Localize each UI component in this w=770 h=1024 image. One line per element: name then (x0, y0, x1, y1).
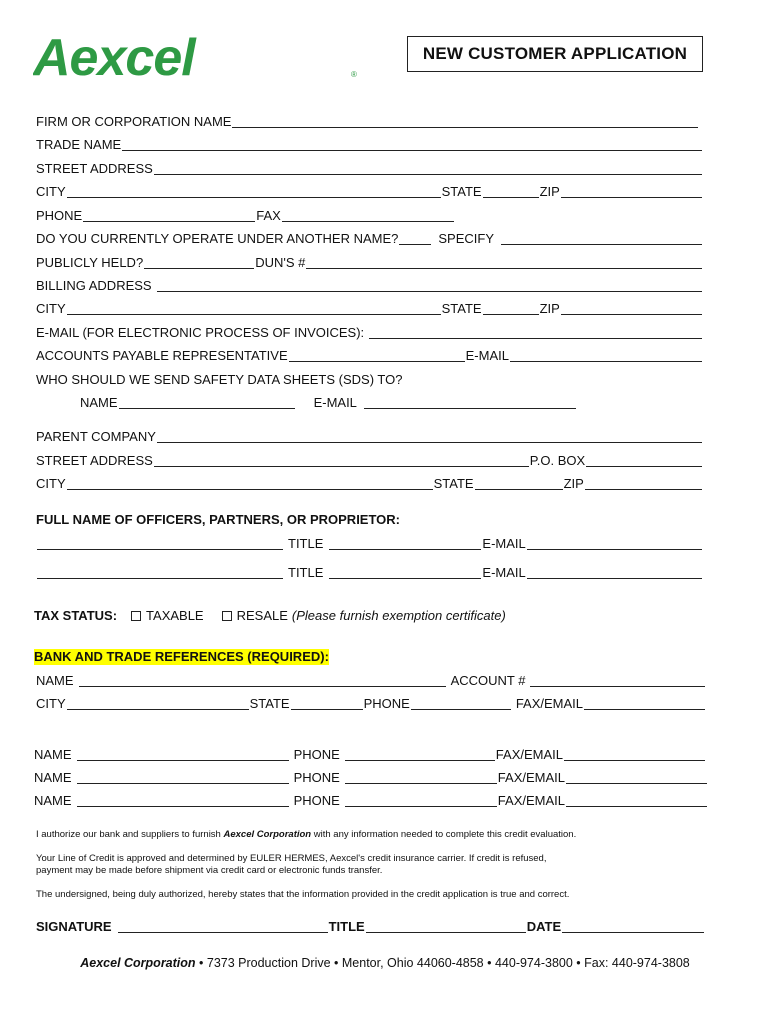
tax-status-label: TAX STATUS: (34, 608, 118, 623)
city-field[interactable] (67, 184, 441, 198)
officers-heading: FULL NAME OF OFFICERS, PARTNERS, OR PROPRIETOR: (36, 512, 401, 527)
ap-rep-row (36, 346, 703, 364)
other-name-label: DO YOU CURRENTLY OPERATE UNDER ANOTHER NAME? (36, 231, 399, 246)
officer-1-title-field[interactable] (329, 536, 481, 550)
billing-address-field[interactable] (157, 278, 702, 292)
firm-name-field[interactable] (232, 114, 698, 128)
ref-2-faxemail-field[interactable] (566, 770, 707, 784)
officer-2-email-field[interactable] (527, 565, 702, 579)
parent-state-field[interactable] (475, 476, 563, 490)
billing-city-label: CITY (36, 301, 66, 316)
billing-state-label: STATE (441, 301, 482, 316)
phone-fax-row (36, 206, 703, 224)
ref-3-faxemail-field[interactable] (566, 793, 707, 807)
signature-date-field[interactable] (562, 919, 704, 933)
parent-street-label: STREET ADDRESS (36, 453, 153, 468)
specify-field[interactable] (501, 231, 702, 245)
city-state-zip-row (36, 182, 703, 200)
bank-name-row (36, 671, 706, 689)
authorization-text-start: I authorize our bank and suppliers to furnish (36, 829, 224, 840)
publicly-held-field[interactable] (144, 255, 254, 269)
bank-city-label: CITY (36, 696, 66, 711)
ref-1-phone-field[interactable] (345, 747, 495, 761)
parent-city-label: CITY (36, 476, 66, 491)
other-name-row (36, 229, 703, 247)
ref-2-name-field[interactable] (77, 770, 289, 784)
officer-2-title-field[interactable] (329, 565, 481, 579)
officer-row-2 (36, 563, 703, 581)
public-duns-row (36, 253, 703, 271)
bank-state-label: STATE (249, 696, 290, 711)
trade-ref-row-2 (34, 768, 708, 786)
bank-city-field[interactable] (67, 696, 249, 710)
trade-name-field[interactable] (122, 137, 702, 151)
bank-phone-field[interactable] (411, 696, 511, 710)
fax-field[interactable] (282, 208, 454, 222)
sds-email-field[interactable] (364, 395, 576, 409)
city-label: CITY (36, 184, 66, 199)
trade-ref-row-3 (34, 791, 708, 809)
parent-street-field[interactable] (154, 453, 529, 467)
po-box-label: P.O. BOX (529, 453, 586, 468)
officer-1-name-field[interactable] (37, 536, 283, 550)
logo-text: Aexcel (33, 33, 195, 83)
sds-email-label: E-MAIL (313, 395, 357, 410)
footer-company: Aexcel Corporation (80, 956, 196, 970)
state-field[interactable] (483, 184, 539, 198)
firm-name-label: FIRM OR CORPORATION NAME (36, 114, 232, 129)
ref-2-phone-field[interactable] (345, 770, 497, 784)
ref-1-name-field[interactable] (77, 747, 289, 761)
fax-label: FAX (256, 208, 281, 223)
form-title: NEW CUSTOMER APPLICATION (407, 36, 703, 72)
references-heading-row (34, 647, 703, 665)
billing-address-label: BILLING ADDRESS (36, 278, 152, 293)
parent-city-field[interactable] (67, 476, 433, 490)
ref-1-name-label: NAME (34, 747, 72, 762)
street-address-row (36, 159, 703, 177)
parent-street-row (36, 451, 703, 469)
references-heading: BANK AND TRADE REFERENCES (REQUIRED): (34, 649, 329, 664)
parent-company-row (36, 427, 703, 445)
officer-1-email-field[interactable] (527, 536, 702, 550)
phone-field[interactable] (83, 208, 255, 222)
ref-1-faxemail-field[interactable] (564, 747, 705, 761)
ref-2-faxemail-label: FAX/EMAIL (497, 770, 565, 785)
ref-3-phone-field[interactable] (345, 793, 497, 807)
footer-address: • 7373 Production Drive • Mentor, Ohio 44060-4858 • 440-974-3800 • Fax: 440-974-3808 (195, 956, 690, 970)
billing-state-field[interactable] (483, 301, 539, 315)
resale-label: RESALE (236, 608, 288, 623)
sds-name-field[interactable] (119, 395, 295, 409)
signature-date-label: DATE (526, 919, 562, 934)
ap-rep-label: ACCOUNTS PAYABLE REPRESENTATIVE (36, 348, 288, 363)
parent-zip-label: ZIP (563, 476, 584, 491)
billing-city-row (36, 299, 703, 317)
account-field[interactable] (530, 673, 705, 687)
tax-status-row (34, 608, 506, 623)
billing-address-row (36, 276, 703, 294)
parent-company-field[interactable] (157, 429, 702, 443)
billing-zip-label: ZIP (539, 301, 560, 316)
ap-email-label: E-MAIL (465, 348, 509, 363)
undersigned-text: The undersigned, being duly authorized, hereby states that the information provided in the credit application is true and correct. (36, 889, 570, 900)
street-address-field[interactable] (154, 161, 702, 175)
zip-label: ZIP (539, 184, 560, 199)
sds-question-row (36, 370, 703, 388)
signature-title-field[interactable] (366, 919, 526, 933)
bank-city-row (36, 694, 706, 712)
bank-state-field[interactable] (291, 696, 363, 710)
trade-ref-row-1 (34, 745, 706, 763)
registered-mark: ® (351, 70, 357, 79)
ref-3-name-label: NAME (34, 793, 72, 808)
sds-contact-row (80, 393, 703, 411)
parent-company-label: PARENT COMPANY (36, 429, 156, 444)
signature-label: SIGNATURE (36, 919, 112, 934)
trade-name-label: TRADE NAME (36, 137, 122, 152)
ref-1-phone-label: PHONE (293, 747, 340, 762)
ref-2-name-label: NAME (34, 770, 72, 785)
invoice-email-label: E-MAIL (FOR ELECTRONIC PROCESS OF INVOICES): (36, 325, 365, 340)
ap-rep-field[interactable] (289, 348, 465, 362)
duns-field[interactable] (306, 255, 702, 269)
firm-name-row (36, 112, 703, 130)
credit-line-2: payment may be made before shipment via credit card or electronic funds transfer. (36, 865, 383, 876)
ref-2-phone-label: PHONE (293, 770, 340, 785)
billing-zip-field[interactable] (561, 301, 702, 315)
specify-label: SPECIFY (438, 231, 494, 246)
signature-title-label: TITLE (328, 919, 365, 934)
invoice-email-field[interactable] (369, 325, 702, 339)
zip-field[interactable] (561, 184, 702, 198)
signature-field[interactable] (118, 919, 328, 933)
footer (0, 956, 770, 970)
publicly-held-label: PUBLICLY HELD? (36, 255, 144, 270)
ref-3-name-field[interactable] (77, 793, 289, 807)
bank-faxemail-label: FAX/EMAIL (515, 696, 584, 711)
parent-zip-field[interactable] (585, 476, 702, 490)
trade-name-row (36, 135, 703, 153)
ref-3-phone-label: PHONE (293, 793, 340, 808)
officer-row-1 (36, 534, 703, 552)
invoice-email-row (36, 323, 703, 341)
state-label: STATE (441, 184, 482, 199)
officer-1-title-label: TITLE (288, 536, 324, 551)
taxable-label: TAXABLE (146, 608, 204, 623)
officer-2-name-field[interactable] (37, 565, 283, 579)
parent-city-row (36, 474, 703, 492)
authorization-text (36, 829, 676, 841)
resale-checkbox[interactable] (222, 611, 232, 621)
billing-city-field[interactable] (67, 301, 441, 315)
signature-row (36, 917, 705, 935)
ref-1-faxemail-label: FAX/EMAIL (495, 747, 563, 762)
authorization-company: Aexcel Corporation (223, 829, 312, 840)
resale-note: (Please furnish exemption certificate) (291, 608, 506, 623)
taxable-checkbox[interactable] (131, 611, 141, 621)
bank-phone-label: PHONE (363, 696, 410, 711)
parent-state-label: STATE (433, 476, 474, 491)
officer-2-title-label: TITLE (288, 565, 324, 580)
other-name-field[interactable] (399, 231, 431, 245)
ref-3-faxemail-label: FAX/EMAIL (497, 793, 565, 808)
bank-faxemail-field[interactable] (584, 696, 705, 710)
po-box-field[interactable] (586, 453, 702, 467)
phone-label: PHONE (36, 208, 83, 223)
credit-line-1: Your Line of Credit is approved and determined by EULER HERMES, Aexcel's credit insurance carrier. If credit is refused, (36, 853, 547, 864)
street-address-label: STREET ADDRESS (36, 161, 153, 176)
ap-email-field[interactable] (510, 348, 702, 362)
officers-heading-row (36, 510, 703, 528)
credit-line-text (36, 853, 676, 877)
officer-1-email-label: E-MAIL (482, 536, 526, 551)
sds-name-label: NAME (80, 395, 118, 410)
officer-2-email-label: E-MAIL (482, 565, 526, 580)
aexcel-logo (33, 33, 363, 83)
bank-name-field[interactable] (79, 673, 446, 687)
bank-name-label: NAME (36, 673, 74, 688)
authorization-text-end: with any information needed to complete this credit evaluation. (311, 829, 577, 840)
duns-label: DUN'S # (255, 255, 306, 270)
account-label: ACCOUNT # (450, 673, 526, 688)
sds-question-label: WHO SHOULD WE SEND SAFETY DATA SHEETS (SDS) TO? (36, 372, 403, 387)
